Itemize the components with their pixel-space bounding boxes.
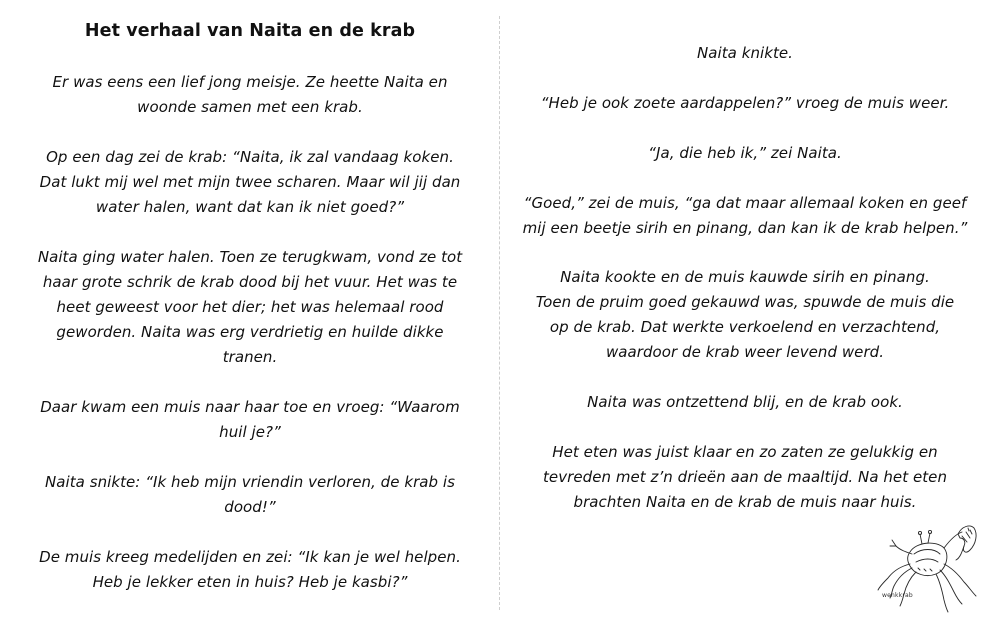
paragraph-naita-nods [510, 41, 980, 66]
text-line: geworden. Naita was erg verdrietig en huilde dikke [56, 323, 444, 341]
paragraph-crab-dead [14, 245, 486, 370]
text-line: op de krab. Dat werkte verkoelend en verzachtend, [549, 318, 941, 336]
text-line: Op een dag zei de krab: “Naita, ik zal vandaag koken. [46, 148, 454, 166]
text-line: Toen de pruim goed gekauwd was, spuwde de muis die [535, 293, 955, 311]
text-line: brachten Naita en de krab de muis naar huis. [573, 493, 917, 511]
text-line: Naita kookte en de muis kauwde sirih en pinang. [560, 268, 930, 286]
paragraph-happy [510, 390, 980, 415]
paragraph-ending [510, 440, 980, 515]
text-line: “Ja, die heb ik,” zei Naita. [648, 144, 842, 162]
text-line: Heb je lekker eten in huis? Heb je kasbi?” [92, 573, 408, 591]
text-line: Dat lukt mij wel met mijn twee scharen. Maar wil jij dan [39, 173, 461, 191]
text-line: water halen, want dat kan ik niet goed?” [95, 198, 405, 216]
fiddler-crab-icon [870, 512, 982, 620]
paragraph-mouse-comes [14, 395, 486, 445]
text-line: tevreden met z’n drieën aan de maaltijd. Na het eten [542, 468, 948, 486]
text-line: huil je?” [219, 423, 281, 441]
text-line: haar grote schrik de krab dood bij het vuur. Het was te [42, 273, 458, 291]
text-line: Er was eens een lief jong meisje. Ze heette Naita en [52, 73, 448, 91]
text-line: De muis kreeg medelijden en zei: “Ik kan je wel helpen. [39, 548, 461, 566]
text-line: heet geweest voor het dier; het was helemaal rood [56, 298, 444, 316]
text-line: Het eten was juist klaar en zo zaten ze gelukkig en [552, 443, 938, 461]
text-line: Naita snikte: “Ik heb mijn vriendin verloren, de krab is [44, 473, 456, 491]
paragraph-yes [510, 141, 980, 166]
paragraph-good [510, 191, 980, 241]
illustration-caption: wenkkrab [882, 592, 913, 599]
text-line: Naita was ontzettend blij, en de krab ook. [587, 393, 903, 411]
story-title: Het verhaal van Naita en de krab [84, 21, 416, 41]
paragraph-mouse-helps [14, 545, 486, 595]
paragraph-intro [14, 70, 486, 120]
crab-illustration [870, 512, 982, 620]
text-line: woonde samen met een krab. [137, 98, 363, 116]
text-line: “Goed,” zei de muis, “ga dat maar allemaal koken en geef [523, 194, 967, 212]
text-line: Daar kwam een muis naar haar toe en vroeg: “Waarom [40, 398, 460, 416]
column-divider [499, 16, 500, 610]
text-line: waardoor de krab weer levend werd. [605, 343, 885, 361]
paragraph-cooking [510, 265, 980, 365]
text-line: mij een beetje sirih en pinang, dan kan ik de krab helpen.” [522, 219, 968, 237]
text-line: Naita ging water halen. Toen ze terugkwam, vond ze tot [37, 248, 463, 266]
text-line: Naita knikte. [697, 44, 793, 62]
paragraph-crab-cooks [14, 145, 486, 220]
text-line: tranen. [222, 348, 278, 366]
text-line: “Heb je ook zoete aardappelen?” vroeg de muis weer. [540, 94, 950, 112]
paragraph-naita-sobs [14, 470, 486, 520]
text-line: dood!” [224, 498, 276, 516]
paragraph-sweet-potatoes [510, 91, 980, 116]
